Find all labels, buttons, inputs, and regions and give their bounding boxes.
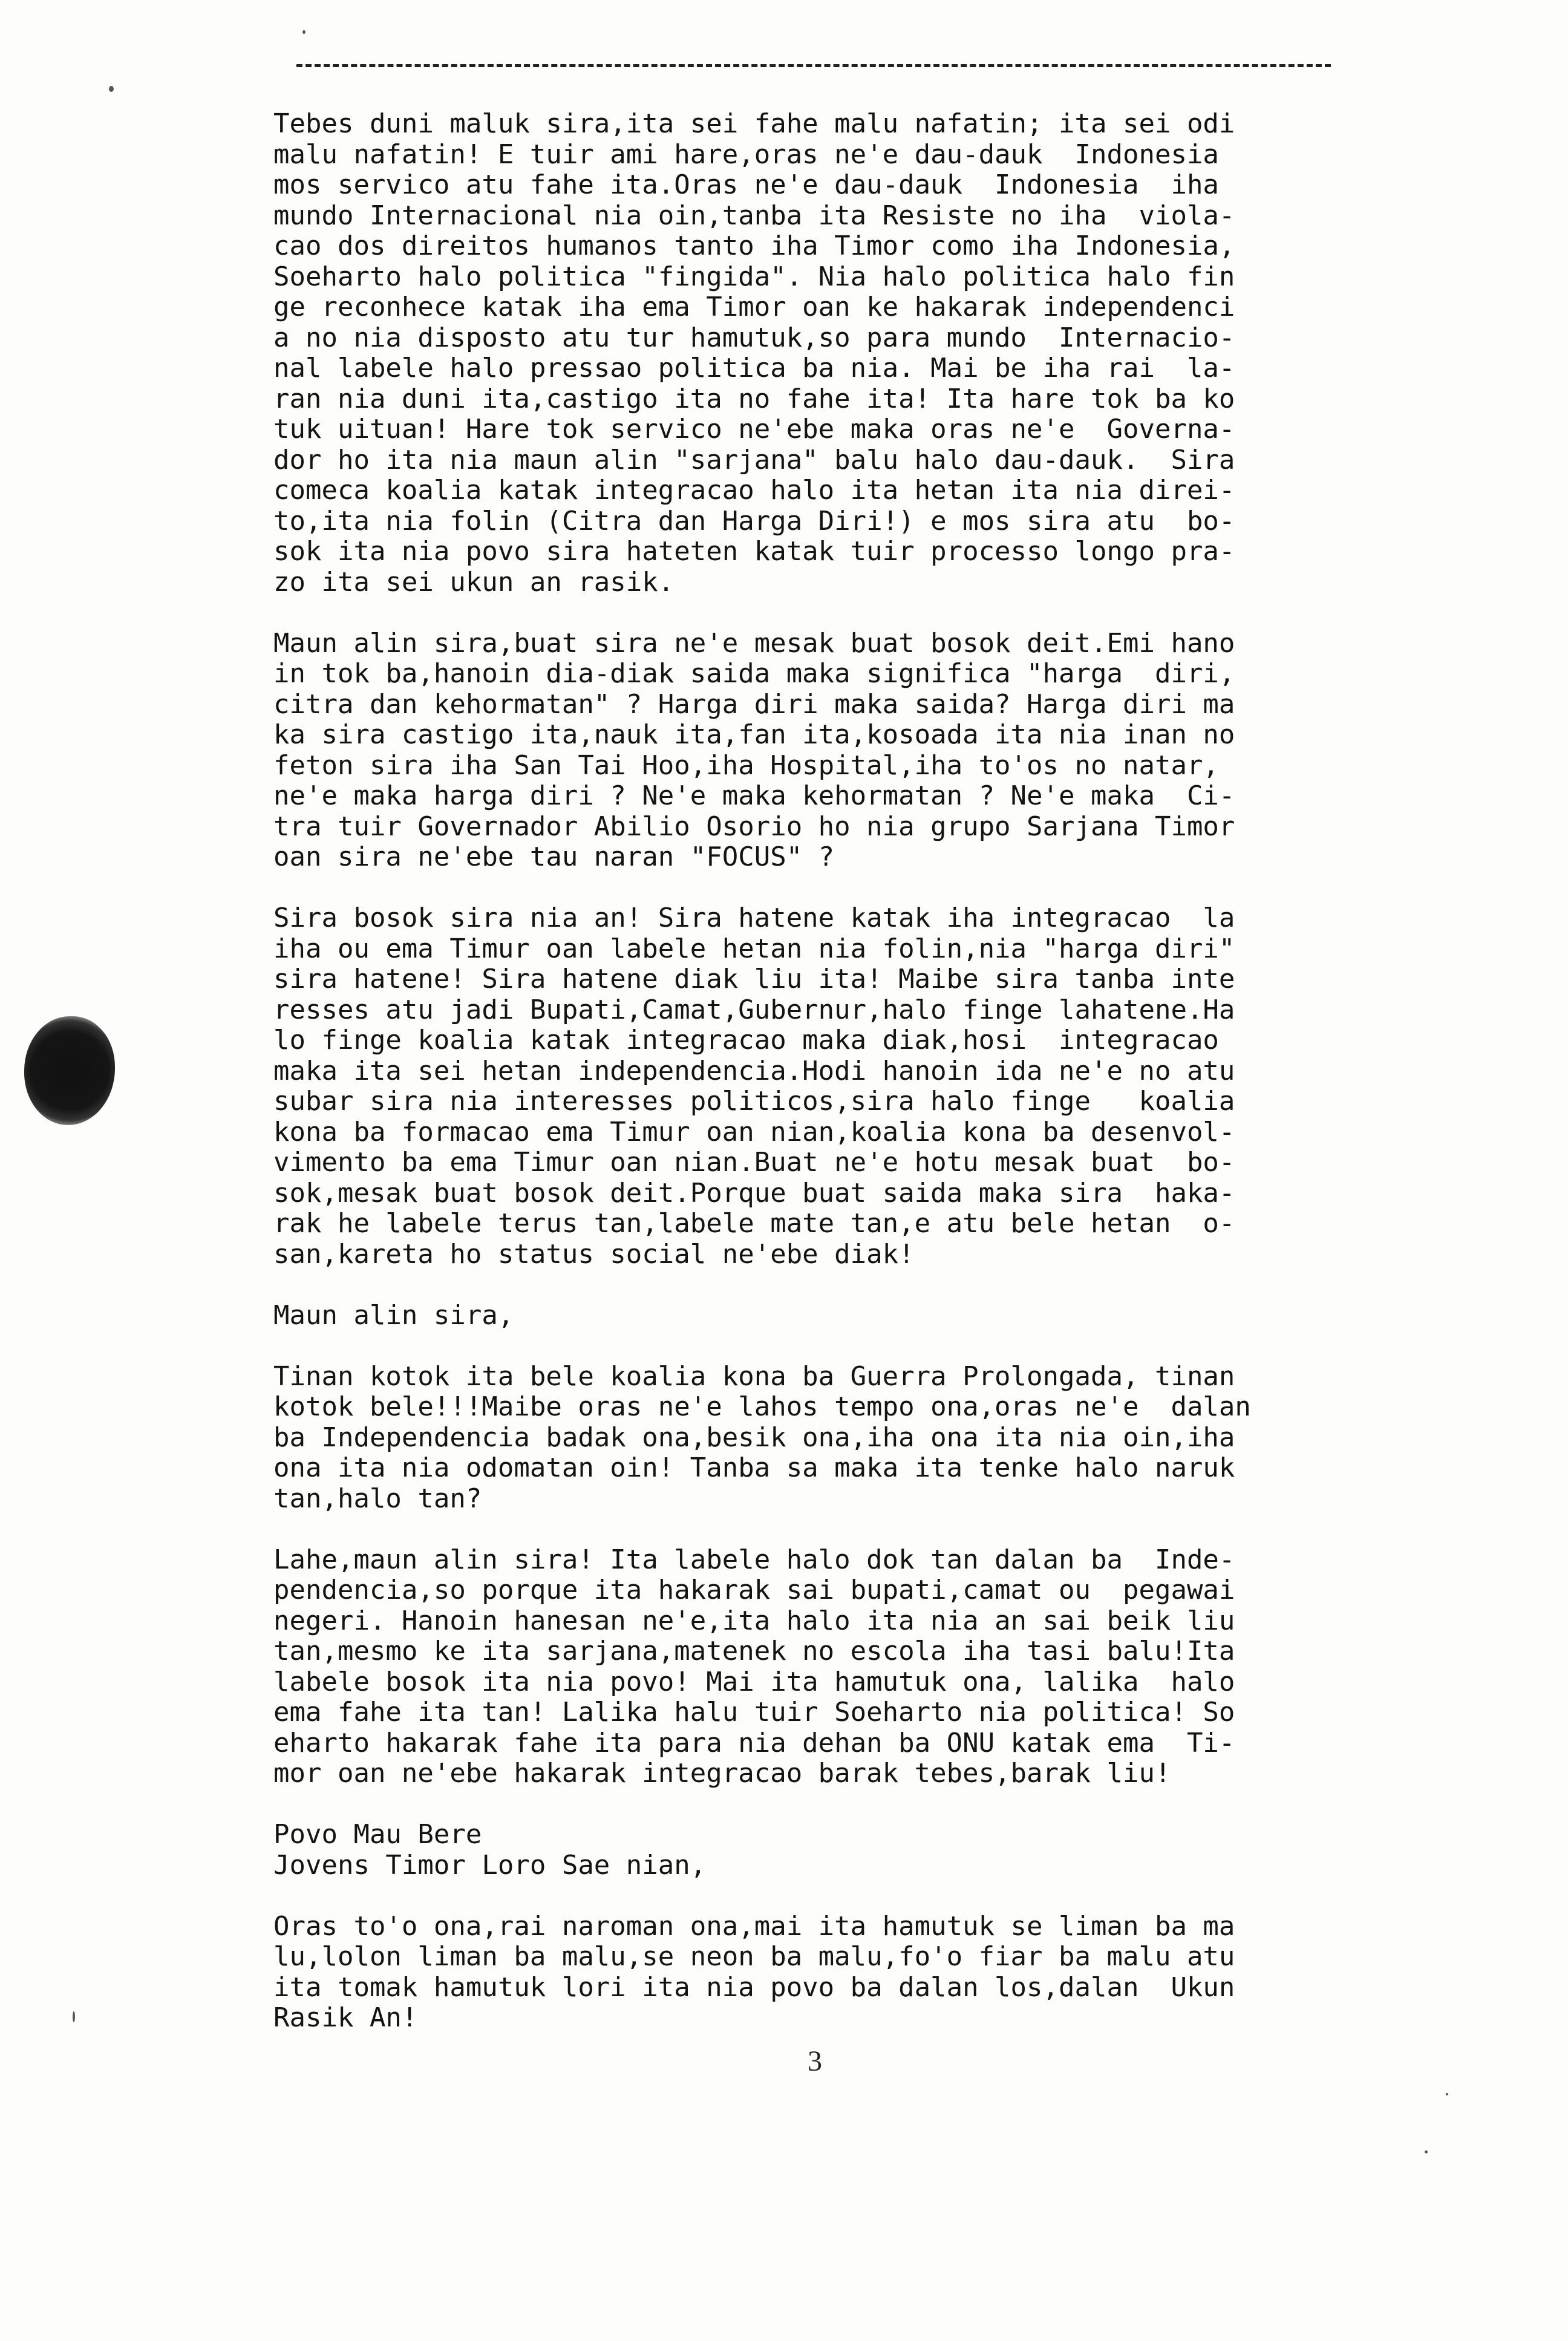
text-line: resses atu jadi Bupati,Camat,Gubernur,halo finge lahatene.Ha (273, 994, 1235, 1025)
text-line: mor oan ne'ebe hakarak integracao barak tebes,barak liu! (273, 1758, 1171, 1789)
text-line: tra tuir Governador Abilio Osorio ho nia grupo Sarjana Timor (273, 811, 1235, 842)
text-line: nal labele halo pressao politica ba nia. Mai be iha rai la- (273, 353, 1235, 384)
speck-mark (1425, 2150, 1428, 2153)
text-line: ita tomak hamutuk lori ita nia povo ba dalan los,dalan Ukun (273, 1971, 1235, 2003)
text-line: ba Independencia badak ona,besik ona,iha ona ita nia oin,iha (273, 1422, 1235, 1453)
text-line: mos servico atu fahe ita.Oras ne'e dau-dauk Indonesia iha (273, 169, 1219, 200)
text-line: Lahe,maun alin sira! Ita labele halo dok tan dalan ba Inde- (273, 1544, 1235, 1575)
text-line: ona ita nia odomatan oin! Tanba sa maka ita tenke halo naruk (273, 1452, 1235, 1483)
text-line: Tebes duni maluk sira,ita sei fahe malu nafatin; ita sei odi (273, 108, 1235, 139)
paragraph (273, 1820, 1435, 1881)
speck-mark (302, 30, 305, 34)
text-line: rak he labele terus tan,labele mate tan,e atu bele hetan o- (273, 1208, 1235, 1239)
text-line: tuk uituan! Hare tok servico ne'ebe maka oras ne'e Governa- (273, 414, 1235, 445)
text-line: lu,lolon liman ba malu,se neon ba malu,fo'o fiar ba malu atu (273, 1941, 1235, 1972)
text-line: subar sira nia interesses politicos,sira halo finge koalia (273, 1086, 1235, 1117)
text-line: Tinan kotok ita bele koalia kona ba Guerra Prolongada, tinan (273, 1360, 1235, 1392)
text-line: ran nia duni ita,castigo ita no fahe ita! Ita hare tok ba ko (273, 383, 1235, 414)
text-line: ge reconhece katak iha ema Timor oan ke hakarak independenci (273, 292, 1235, 322)
paragraph (273, 109, 1435, 598)
text-line: in tok ba,hanoin dia-diak saida maka significa "harga diri, (273, 658, 1235, 689)
paragraph (273, 1362, 1435, 1515)
speck-mark (109, 86, 114, 92)
text-line: kona ba formacao ema Timur oan nian,koalia kona ba desenvol- (273, 1116, 1235, 1148)
text-line: Oras to'o ona,rai naroman ona,mai ita hamutuk se liman ba ma (273, 1910, 1235, 1942)
text-line: Rasik An! (273, 2002, 418, 2033)
text-line: citra dan kehormatan" ? Harga diri maka saida? Harga diri ma (273, 688, 1235, 720)
paragraph (273, 629, 1435, 873)
text-line: ka sira castigo ita,nauk ita,fan ita,kosoada ita nia inan no (273, 719, 1235, 750)
paragraph (273, 1545, 1435, 1789)
text-line: pendencia,so porque ita hakarak sai bupati,camat ou pegawai (273, 1575, 1235, 1605)
text-line: Povo Mau Bere (273, 1819, 482, 1850)
text-line: sira hatene! Sira hatene diak liu ita! Maibe sira tanba inte (273, 964, 1235, 994)
text-line: to,ita nia folin (Citra dan Harga Diri!) e mos sira atu bo- (273, 505, 1235, 537)
text-line: maka ita sei hetan independencia.Hodi hanoin ida ne'e no atu (273, 1055, 1235, 1086)
text-line: Soeharto halo politica "fingida". Nia halo politica halo fin (273, 261, 1235, 292)
text-line: sok,mesak buat bosok deit.Porque buat saida maka sira haka- (273, 1177, 1235, 1209)
text-line: negeri. Hanoin hanesan ne'e,ita halo ita nia an sai beik liu (273, 1605, 1235, 1636)
paragraph (273, 1301, 1435, 1331)
text-line: sok ita nia povo sira hateten katak tuir processo longo pra- (273, 536, 1235, 567)
text-line: feton sira iha San Tai Hoo,iha Hospital,iha to'os no natar, (273, 749, 1219, 781)
page-number: 3 (808, 2045, 822, 2077)
body-text (273, 109, 1435, 2064)
text-line: san,kareta ho status social ne'ebe diak! (273, 1238, 915, 1270)
text-line: dor ho ita nia maun alin "sarjana" balu halo dau-dauk. Sira (273, 444, 1235, 475)
speck-mark (73, 2011, 75, 2022)
text-line: ne'e maka harga diri ? Ne'e maka kehormatan ? Ne'e maka Ci- (273, 780, 1235, 811)
text-line: kotok bele!!!Maibe oras ne'e lahos tempo ona,oras ne'e dalan (273, 1391, 1251, 1422)
text-line: Jovens Timor Loro Sae nian, (273, 1849, 707, 1881)
speck-mark (1446, 2093, 1448, 2095)
text-line: tan,mesmo ke ita sarjana,matenek no escola iha tasi balu!Ita (273, 1636, 1235, 1667)
text-line: Maun alin sira, (273, 1299, 514, 1331)
text-line: vimento ba ema Timur oan nian.Buat ne'e hotu mesak buat bo- (273, 1147, 1235, 1178)
paragraph (273, 1912, 1435, 2034)
text-line: oan sira ne'ebe tau naran "FOCUS" ? (273, 841, 835, 872)
text-line: malu nafatin! E tuir ami hare,oras ne'e dau-dauk Indonesia (273, 139, 1219, 170)
text-line: labele bosok ita nia povo! Mai ita hamutuk ona, lalika halo (273, 1666, 1235, 1697)
text-line: ema fahe ita tan! Lalika halu tuir Soeharto nia politica! So (273, 1697, 1235, 1728)
text-line: iha ou ema Timur oan labele hetan nia folin,nia "harga diri" (273, 933, 1235, 964)
paragraph (273, 903, 1435, 1270)
text-line: eharto hakarak fahe ita para nia dehan ba ONU katak ema Ti- (273, 1727, 1235, 1758)
text-line: Sira bosok sira nia an! Sira hatene katak iha integracao la (273, 903, 1235, 933)
dashed-separator (296, 64, 1331, 67)
text-line: cao dos direitos humanos tanto iha Timor como iha Indonesia, (273, 230, 1235, 261)
text-line: lo finge koalia katak integracao maka diak,hosi integracao (273, 1025, 1219, 1056)
text-line: comeca koalia katak integracao halo ita hetan ita nia direi- (273, 475, 1235, 506)
text-line: a no nia disposto atu tur hamutuk,so para mundo Internacio- (273, 322, 1235, 353)
text-line: Maun alin sira,buat sira ne'e mesak buat bosok deit.Emi hano (273, 627, 1235, 659)
text-line: mundo Internacional nia oin,tanba ita Resiste no iha viola- (273, 200, 1235, 231)
text-line: zo ita sei ukun an rasik. (273, 566, 675, 598)
ink-blot-icon (24, 1016, 115, 1125)
text-line: tan,halo tan? (273, 1483, 482, 1514)
